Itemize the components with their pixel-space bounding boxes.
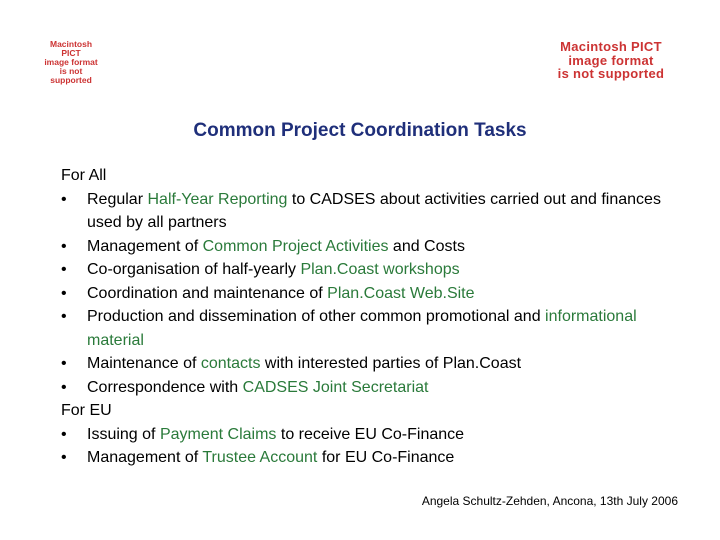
placeholder-line: is not supported (557, 66, 665, 82)
bullet-item (61, 282, 661, 306)
text-run: Correspondence with (87, 378, 243, 396)
text-run: Regular (87, 190, 148, 208)
text-run: for EU Co-Finance (317, 449, 455, 466)
highlighted-term: Plan.Coast workshops (300, 261, 460, 278)
text-run: Coordination and maintenance of (87, 284, 328, 302)
highlighted-term: contacts (200, 355, 261, 372)
text-run: Issuing of (87, 425, 160, 443)
text-run: and Costs (388, 237, 465, 255)
bullet-text (87, 423, 661, 447)
bullet-text (87, 235, 661, 259)
text-run: Production and dissemination of other common promotional and (87, 308, 546, 325)
text-run: to CADSES about activities carried out and finances used by all partners (87, 190, 661, 231)
bullet-text (87, 258, 661, 282)
slide-body (61, 164, 661, 470)
bullet-icon: • (61, 284, 67, 302)
bullet-item (61, 446, 661, 470)
text-run: Co-organisation of half-yearly (87, 261, 301, 278)
placeholder-line: image format (568, 52, 654, 68)
placeholder-line: image format (44, 56, 98, 67)
bullet-item (61, 352, 661, 376)
bullet-icon: • (61, 261, 67, 278)
bullet-text (87, 282, 661, 306)
bullet-icon: • (61, 355, 67, 372)
bullet-item (61, 376, 661, 400)
bullet-icon: • (61, 449, 67, 466)
image-placeholder-right (533, 40, 689, 81)
bullet-text (87, 188, 661, 235)
highlighted-term: informational material (87, 308, 637, 349)
bullet-item (61, 258, 661, 282)
text-run: Maintenance of (87, 355, 201, 372)
text-run: Management of (87, 449, 203, 466)
highlighted-term: Half-Year Reporting (147, 190, 288, 208)
bullet-text (87, 376, 661, 400)
bullet-icon: • (61, 425, 67, 443)
slide-title: Common Project Coordination Tasks (193, 120, 527, 141)
highlighted-term: Common Project Activities (202, 237, 389, 255)
bullet-item (61, 235, 661, 259)
placeholder-line: Macintosh PICT (560, 39, 662, 54)
bullet-item (61, 423, 661, 447)
text-run: with interested parties of Plan.Coast (260, 355, 522, 372)
section-heading: For All (61, 167, 107, 184)
bullet-text (87, 352, 661, 376)
bullet-item (61, 305, 661, 352)
bullet-icon: • (61, 190, 67, 208)
bullet-item (61, 188, 661, 235)
placeholder-line: is not supported (50, 65, 92, 85)
bullet-text (87, 305, 661, 352)
placeholder-line: Macintosh PICT (49, 39, 93, 58)
bullet-icon: • (61, 237, 67, 255)
highlighted-term: Trustee Account (202, 449, 318, 466)
section-heading: For EU (61, 402, 112, 419)
highlighted-term: CADSES Joint Secretariat (242, 378, 429, 396)
bullet-icon: • (61, 308, 67, 325)
text-run: Management of (87, 237, 203, 255)
highlighted-term: Payment Claims (159, 425, 277, 443)
image-placeholder-left (40, 40, 102, 85)
highlighted-term: Plan.Coast Web.Site (327, 284, 475, 302)
bullet-icon: • (61, 378, 67, 396)
slide-footer: Angela Schultz-Zehden, Ancona, 13th July 2006 (421, 494, 678, 508)
text-run: to receive EU Co-Finance (276, 425, 465, 443)
bullet-text (87, 446, 661, 470)
